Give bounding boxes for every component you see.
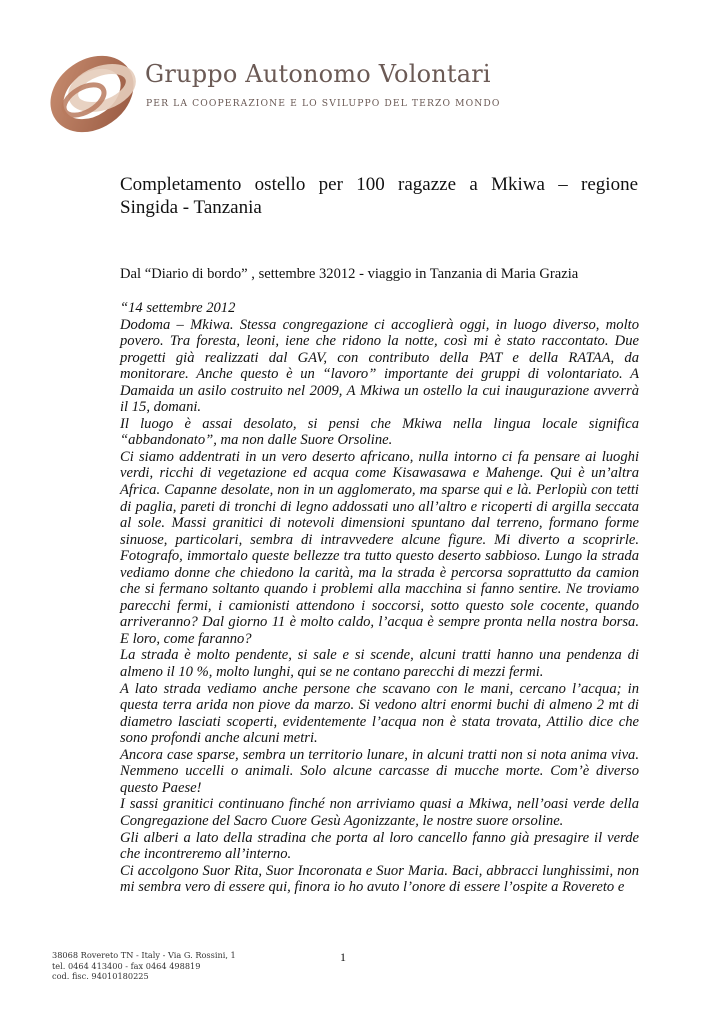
diary-line: questa terra arida non piove da marzo. Si vedono altri enormi buchi di almeno 2 mt di	[120, 697, 639, 714]
diary-line: che si fermano soltanto quando i problemi alla macchina si fanno sentire. Ne troviamo	[120, 581, 639, 598]
diary-line: parecchi fermi, i camionisti attendono i soccorsi, sotto questo sole cocente, quando	[120, 597, 639, 614]
intro-line: Dal “Diario di bordo” , settembre 32012 - viaggio in Tanzania di Maria Grazia	[120, 266, 579, 282]
diary-line: monitorare. Anche questo è un “lavoro” importante dei gruppi di volontariato. A	[120, 366, 639, 383]
diary-line: sinuose, particolari, sembra di intravvedere alcune figure. Mi diverto a scoprirle.	[120, 531, 639, 548]
diary-line: Gli alberi a lato della stradina che porta al loro cancello fanno già presagire il verde	[120, 829, 639, 846]
diary-line: di paglia, pareti di tronchi di legno addossati uno all’altro e ricoperti di argilla seccata	[120, 498, 639, 515]
document-title	[120, 173, 638, 219]
diary-line: Ci siamo addentrati in un vero deserto africano, nulla intorno ci fa pensare ai luoghi	[120, 448, 639, 465]
diary-line: il 15, domani.	[120, 399, 202, 416]
footer-phone: tel. 0464 413400 - fax 0464 498819	[52, 960, 201, 971]
diary-body	[120, 300, 639, 896]
diary-line: questo Paese!	[120, 779, 202, 796]
diary-line: I sassi granitici continuano finché non arriviamo quasi a Mkiwa, nell’oasi verde della	[120, 796, 639, 813]
diary-line: Damaida un asilo costruito nel 2009, A Mkiwa un ostello la cui inaugurazione avverrà	[120, 382, 639, 399]
diary-line: E loro, come faranno?	[120, 630, 252, 647]
footer-address: 38068 Rovereto TN - Italy - Via G. Rossini, 1	[52, 950, 236, 960]
diary-line: che incontreremo all’interno.	[120, 846, 292, 863]
diary-line: mi sembra vero di essere qui, finora io ho avuto l’onore di essere l’ospite a Rovereto e	[120, 879, 625, 896]
diary-line: povero. Tra foresta, leoni, iene che ridono la notte, così mi è stato raccontato. Due	[120, 333, 639, 350]
footer-tax-code: cod. fisc. 94010180225	[52, 971, 149, 981]
diary-line: La strada è molto pendente, si sale e si scende, alcuni tratti hanno una pendenza di	[120, 647, 639, 664]
diary-line: Fotografo, immortalo queste bellezze tra tutto questo deserto sabbioso. Lungo la strada	[120, 548, 639, 565]
org-tagline: PER LA COOPERAZIONE E LO SVILUPPO DEL TERZO MONDO	[146, 98, 501, 109]
diary-line: Ci accolgono Suor Rita, Suor Incoronata e Suor Maria. Baci, abbracci lunghissimi, non	[120, 862, 639, 879]
diary-line: Africa. Capanne desolate, non in un agglomerato, ma sparse qui e là. Perlopiù con tetti	[120, 482, 639, 499]
title-line: Singida - Tanzania	[120, 197, 262, 218]
diary-line: A lato strada vediamo anche persone che scavano con le mani, cercano l’acqua; in	[120, 680, 639, 697]
page-number: 1	[340, 950, 346, 964]
diary-line: verdi, ricchi di vegetazione ed acqua come Kisawasawa e Mahenge. Qui è un’altra	[120, 465, 639, 482]
diary-line: progetti già realizzati dal GAV, con contributo della PAT e della RATAA, da	[120, 349, 639, 366]
diary-line: Il luogo è assai desolato, si pensi che Mkiwa nella lingua locale significa	[120, 415, 639, 432]
diary-line: vediamo donne che chiedono la carità, ma la strada è percorsa soprattutto da camion	[120, 564, 639, 581]
org-name: Gruppo Autonomo Volontari	[145, 60, 491, 88]
title-line: Completamento ostello per 100 ragazze a Mkiwa – regione	[120, 174, 638, 195]
footer-address-block	[52, 950, 236, 982]
diary-line: sono profondi anche alcuni metri.	[120, 730, 318, 747]
diary-line: “abbandonato”, ma non dalle Suore Orsoline.	[120, 432, 393, 449]
diary-line: arriveranno? Dal giorno 11 è molto caldo, l’acqua è sempre pronta nella nostra borsa.	[120, 614, 639, 631]
diary-line: Dodoma – Mkiwa. Stessa congregazione ci accoglierà oggi, in luogo diverso, molto	[120, 316, 639, 333]
diary-line: Congregazione del Sacro Cuore Gesù Agonizzante, le nostre suore orsoline.	[120, 812, 564, 829]
diary-line: diametro lasciati scoperti, evidentemente l’acqua non è stata trovata, Attilio dice che	[120, 713, 639, 730]
diary-line: al sole. Massi granitici di notevoli dimensioni spuntano dal terreno, formano forme	[120, 515, 639, 532]
diary-line: “14 settembre 2012	[120, 300, 236, 316]
diary-line: almeno il 10 %, molto lunghi, qui se ne contano parecchi di mezzi fermi.	[120, 664, 544, 681]
gav-logo-icon	[46, 48, 138, 134]
diary-line: Ancora case sparse, sembra un territorio lunare, in alcuni tratti non si nota anima viva.	[120, 746, 639, 763]
diary-line: Nemmeno uccelli o animali. Solo alcune carcasse di mucche morte. Com’è diverso	[120, 763, 639, 780]
